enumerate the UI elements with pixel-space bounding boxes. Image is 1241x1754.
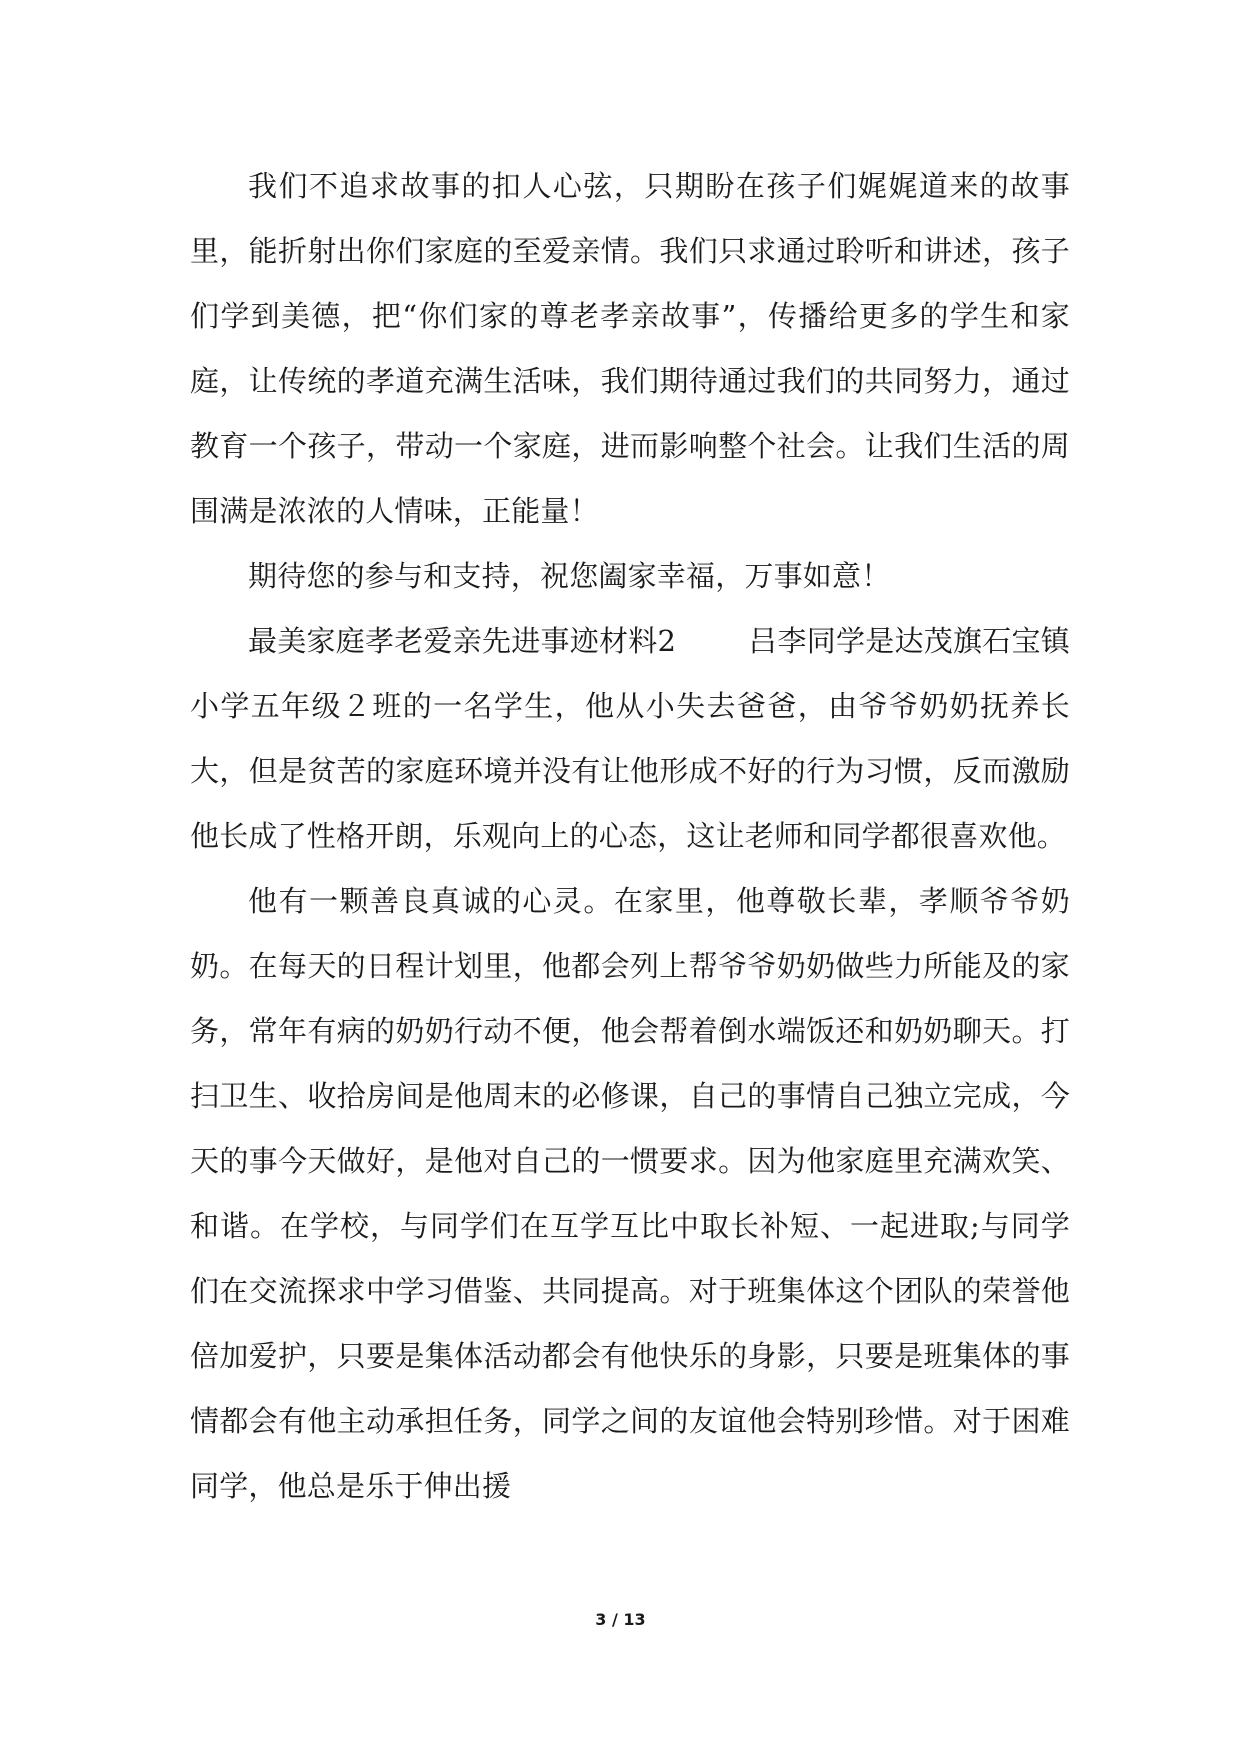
section-intro-text: 吕李同学是达茂旗石宝镇小学五年级２班的一名学生，他从小失去爸爸，由爷爷奶奶抚养长大，但是贫苦的家庭环境并没有让他形成不好的行为习惯，反而激励他长成了性格开朗，乐观向上的心态，这让老师和同学都很喜欢他。 bbox=[190, 624, 1071, 853]
section-heading: 最美家庭孝老爱亲先进事迹材料2 bbox=[248, 624, 677, 658]
paragraph-closing-wishes: 期待您的参与和支持，祝您阖家幸福，万事如意！ bbox=[248, 559, 891, 593]
paragraph-material-2 bbox=[190, 609, 1070, 869]
document-body bbox=[190, 154, 1070, 1519]
paragraph-story-purpose: 我们不追求故事的扣人心弦，只期盼在孩子们娓娓道来的故事里，能折射出你们家庭的至爱亲情。我们只求通过聆听和讲述，孩子们学到美德，把“你们家的尊老孝亲故事”，传播给更多的学生和家庭，让传统的孝道充满生活味，我们期待通过我们的共同努力，通过教育一个孩子，带动一个家庭，进而影响整个社会。让我们生活的周围满是浓浓的人情味，正能量！ bbox=[190, 169, 1070, 528]
paragraph-kind-heart: 他有一颗善良真诚的心灵。在家里，他尊敬长辈，孝顺爷爷奶奶。在每天的日程计划里，他都会列上帮爷爷奶奶做些力所能及的家务，常年有病的奶奶行动不便，他会帮着倒水端饭还和奶奶聊天。打扫卫生、收拾房间是他周末的必修课，自己的事情自己独立完成，今天的事今天做好，是他对自己的一惯要求。因为他家庭里充满欢笑、和谐。在学校，与同学们在互学互比中取长补短、一起进取;与同学们在交流探求中学习借鉴、共同提高。对于班集体这个团队的荣誉他倍加爱护，只要是集体活动都会有他快乐的身影，只要是班集体的事情都会有他主动承担任务，同学之间的友谊他会特别珍惜。对于困难同学，他总是乐于伸出援 bbox=[190, 884, 1070, 1503]
page-number: 3 / 13 bbox=[595, 1610, 646, 1629]
